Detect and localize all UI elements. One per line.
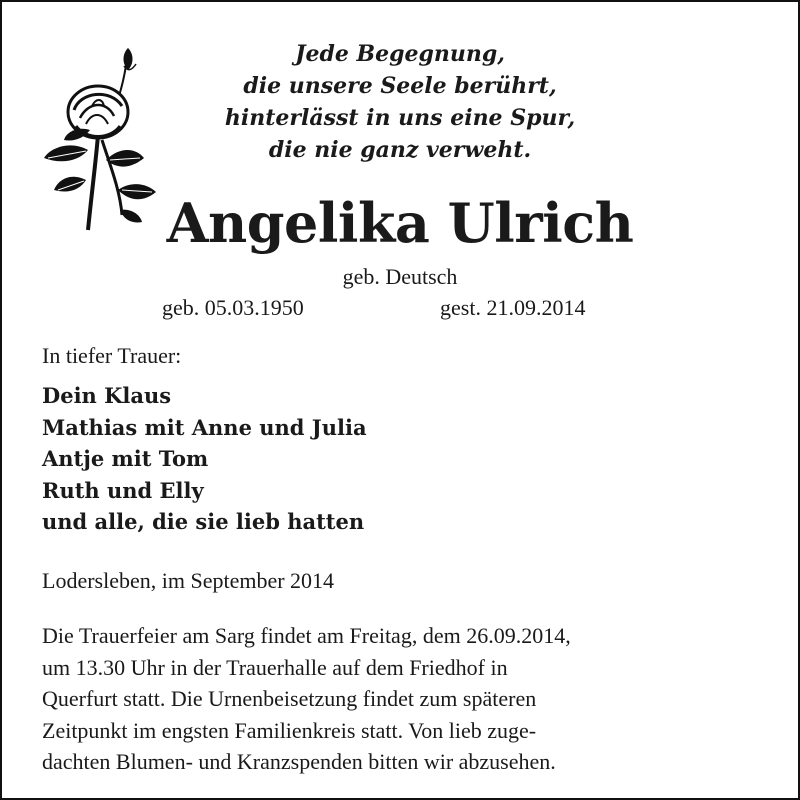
maiden-name: geb. Deutsch xyxy=(342,264,458,289)
verse-line: hinterlässt in uns eine Spur, xyxy=(224,105,576,131)
mourners-list xyxy=(42,380,367,538)
service-line: dachten Blumen- und Kranzspenden bitten wir abzusehen. xyxy=(42,749,556,774)
service-line: Querfurt statt. Die Urnenbeisetzung findet zum späteren xyxy=(42,686,537,711)
deceased-name: Angelika Ulrich xyxy=(166,191,634,255)
mourner-line: Antje mit Tom xyxy=(42,446,209,471)
verse-line: die unsere Seele berührt, xyxy=(243,73,557,99)
memorial-verse xyxy=(200,38,600,166)
verse-line: die nie ganz verweht. xyxy=(268,137,532,163)
verse-line: Jede Begegnung, xyxy=(295,41,505,67)
service-line: Zeitpunkt im engsten Familienkreis statt. Von lieb zuge- xyxy=(42,717,537,743)
place-date: Lodersleben, im September 2014 xyxy=(42,568,335,593)
birth-date: geb. 05.03.1950 xyxy=(162,295,304,320)
mourner-line: Dein Klaus xyxy=(42,383,172,408)
service-line: Die Trauerfeier am Sarg findet am Freitag, dem 26.09.2014, xyxy=(42,623,571,648)
death-date: gest. 21.09.2014 xyxy=(440,295,586,320)
mourner-line: und alle, die sie lieb hatten xyxy=(42,509,365,534)
mourning-intro: In tiefer Trauer: xyxy=(42,343,182,368)
service-line: um 13.30 Uhr in der Trauerhalle auf dem Friedhof in xyxy=(42,654,508,680)
mourner-line: Mathias mit Anne und Julia xyxy=(42,414,367,440)
mourner-line: Ruth und Elly xyxy=(42,477,204,503)
service-notice xyxy=(42,620,782,778)
rose-icon xyxy=(40,40,160,240)
